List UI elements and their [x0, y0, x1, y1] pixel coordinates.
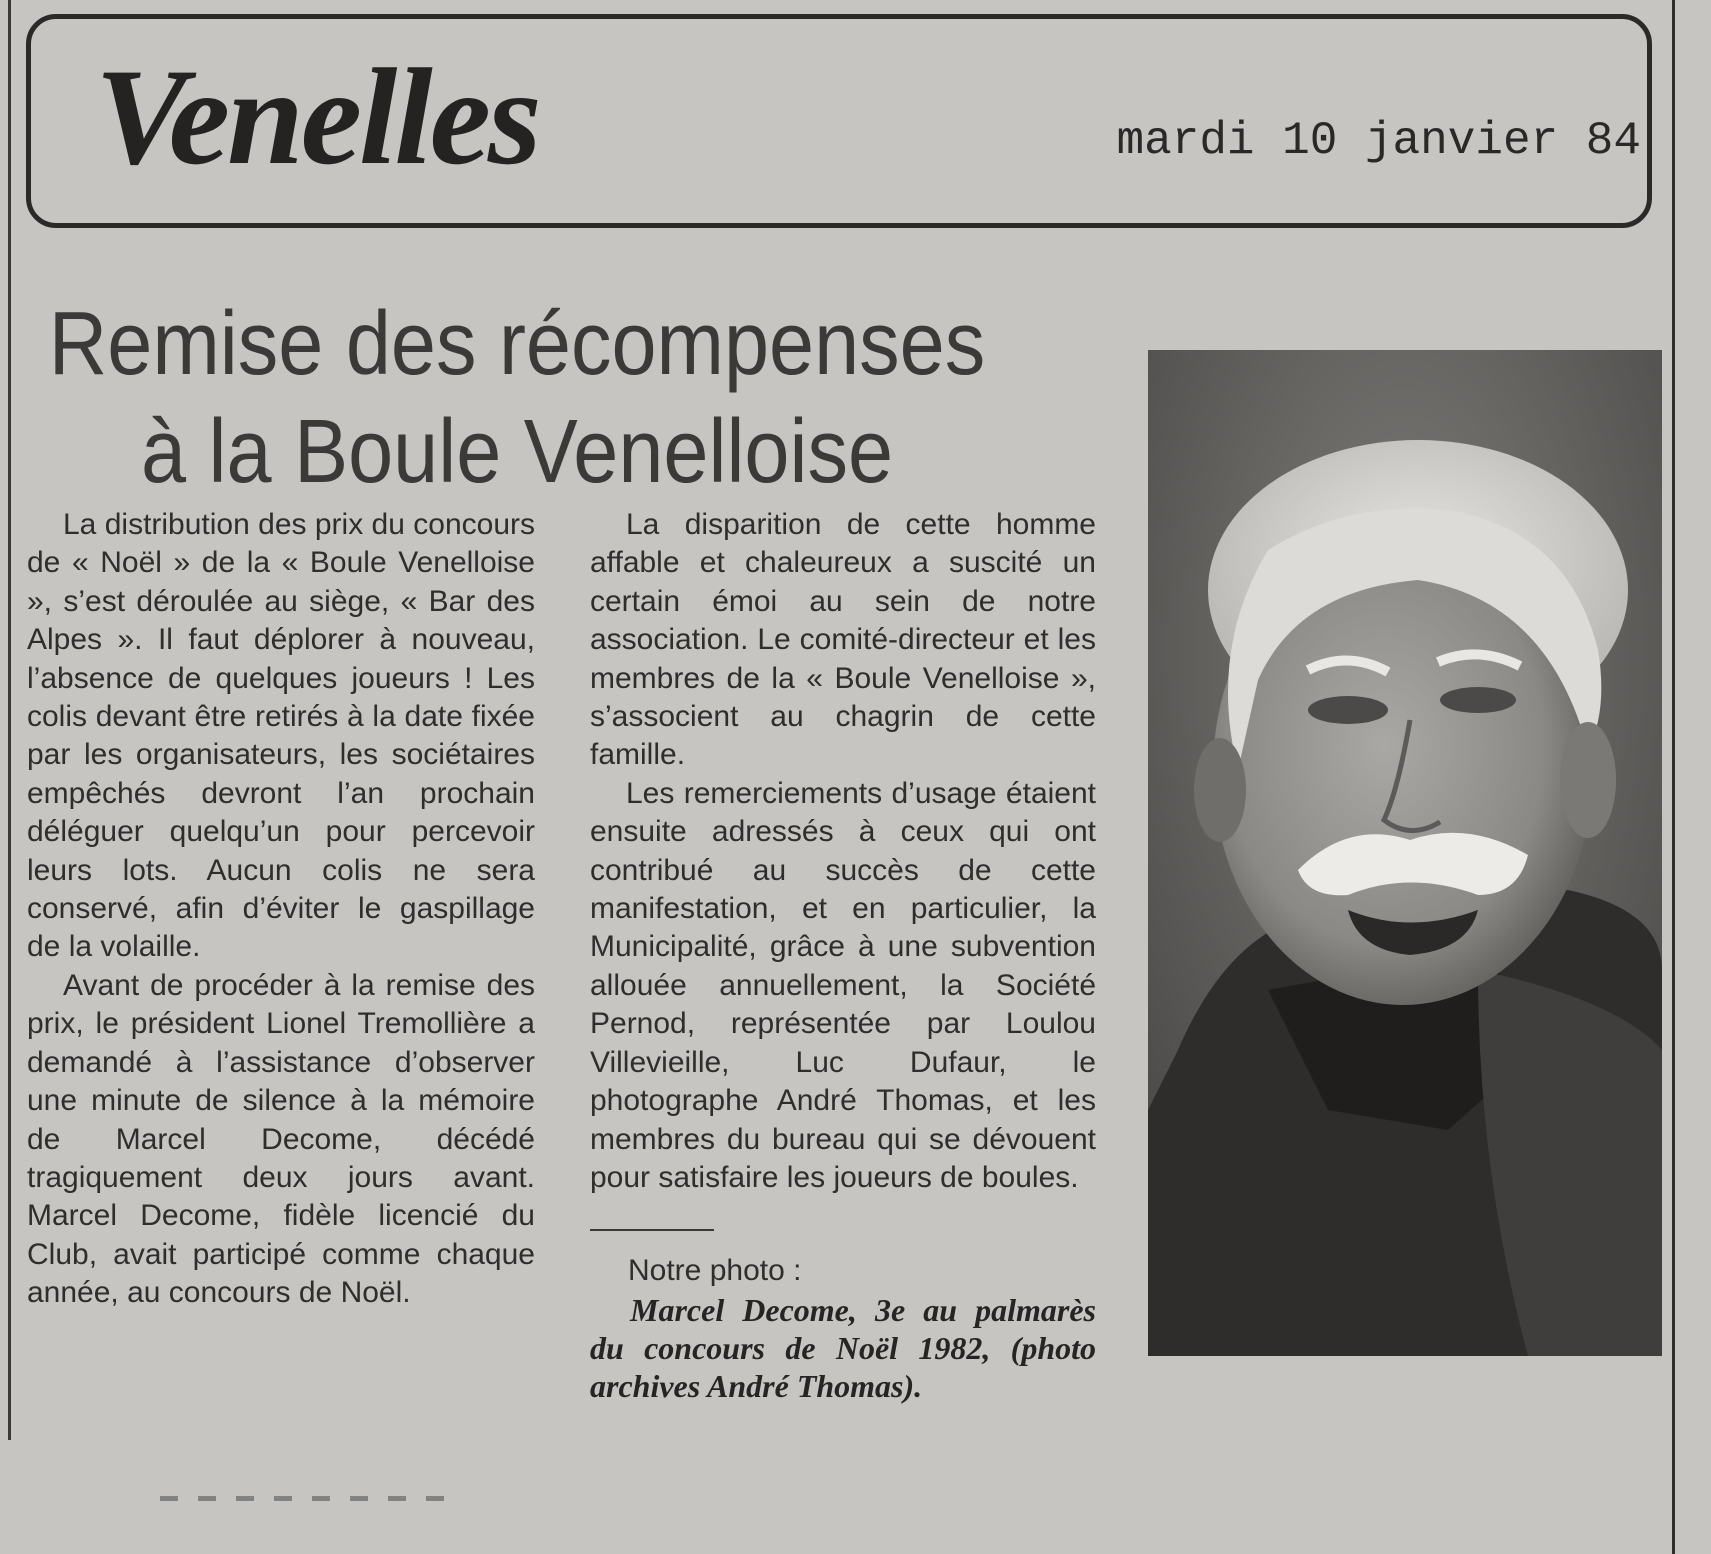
portrait-photo — [1148, 350, 1662, 1356]
photo-caption: Marcel Decome, 3e au palmarès du concours de Noël 1982, (photo archives André Thomas). — [590, 1292, 1096, 1404]
article-column-1 — [27, 506, 535, 1313]
print-residue — [160, 1496, 460, 1501]
rubric-title: Venelles — [95, 40, 539, 193]
clipping-left-edge — [8, 0, 11, 1440]
paragraph: La distribution des prix du concours de « Noël » de la « Boule Venelloise », s’est déroulée au siège, « Bar des Alpes ». Il faut déplorer à nouveau, l’absence de quelques joueurs ! Les colis devant être retirés à la date fixée par les organisateurs, les sociétaires empêchés devront l’an prochain déléguer quelqu’un pour percevoir leurs lots. Aucun colis ne sera conservé, afin d’éviter le gaspillage de la volaille. — [27, 508, 535, 964]
portrait-illustration — [1148, 350, 1662, 1356]
caption-divider — [590, 1229, 714, 1231]
publication-date: mardi 10 janvier 84 — [1116, 115, 1641, 167]
article-column-2 — [590, 506, 1096, 1197]
paragraph: Les remerciements d’usage étaient ensuite adressés à ceux qui ont contribué au succès de cette manifestation, et en particulier, la Municipalité, grâce à une subvention allouée annuellement, la Société Pernod, représentée par Loulou Villevieille, Luc Dufaur, le photographe André Thomas, et les membres du bureau qui se dévouent pour satisfaire les joueurs de boules. — [590, 776, 1096, 1194]
clipping-right-edge — [1672, 0, 1675, 1554]
caption-label: Notre photo : — [628, 1254, 802, 1287]
headline-line-1: Remise des récompenses — [48, 294, 986, 394]
headline-line-2: à la Boule Venelloise — [140, 402, 894, 502]
paragraph: Avant de procéder à la remise des prix, le président Lionel Tremollière a demandé à l’assistance d’observer une minute de silence à la mémoire de Marcel Decome, décédé tragiquement deux jours avant. Marcel Decome, fidèle licencié du Club, avait participé comme chaque année, au concours de Noël. — [27, 968, 535, 1310]
article-headline — [40, 290, 994, 506]
paragraph: La disparition de cette homme affable et chaleureux a suscité un certain émoi au sein de notre association. Le comité-directeur et les membres de la « Boule Venelloise », s’associent au chagrin de cette famille. — [590, 508, 1096, 772]
